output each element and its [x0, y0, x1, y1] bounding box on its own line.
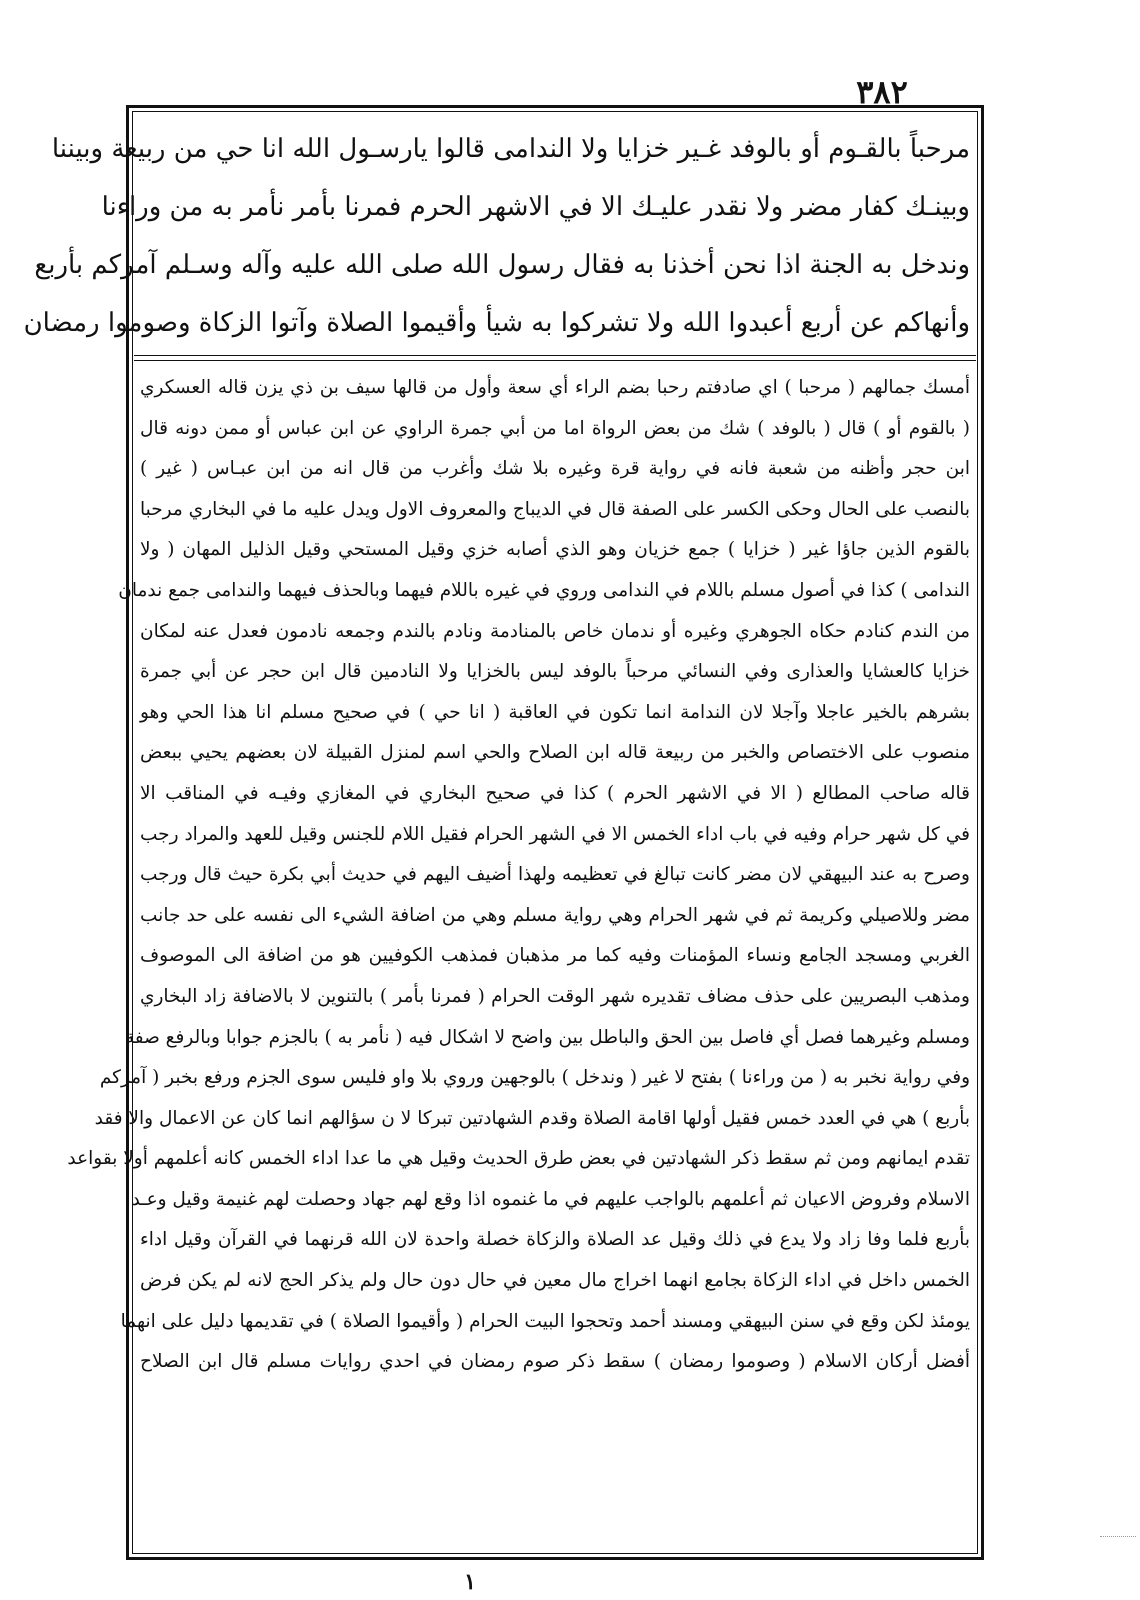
margin-dots	[1100, 1536, 1136, 1543]
commentary-line: ( بالقوم أو ) قال ( بالوفد ) شك من بعض الرواة اما من أبي جمرة الراوي عن ابن عباس أو ممن دونه قال	[140, 417, 970, 439]
commentary-line: يومئذ لكن وقع في سنن البيهقي ومسند أحمد وتحجوا البيت الحرام ( وأقيموا الصلاة ) في تقديمها دليل على انهما	[120, 1310, 970, 1332]
commentary-line: أفضل أركان الاسلام ( وصوموا رمضان ) سقط ذكر صوم رمضان في احدي روايات مسلم قال ابن الصلاح	[140, 1351, 970, 1373]
commentary-line: الندامى ) كذا في أصول مسلم باللام في الندامى وروي في غيره باللام فيهما وبالحذف فيهما والندامى جمع ندمان	[118, 579, 970, 601]
commentary-line: وصرح به عند البيهقي لان مضر كانت تبالغ في تعظيمه ولهذا أضيف اليهم في حديث أبي بكرة حيث قال ورجب	[140, 864, 970, 886]
commentary-line: خزايا كالعشايا والعذارى وفي النسائي مرحباً بالوفد ليس بالخزايا ولا النادمين قال ابن حجر عن أبي جمرة	[140, 661, 970, 683]
commentary-line: قاله صاحب المطالع ( الا في الاشهر الحرم ) كذا في صحيح البخاري في المغازي وفيـه في المناقب الا	[140, 782, 970, 804]
main-text-line: وأنهاكم عن أربع أعبدوا الله ولا تشركوا به شيأ وأقيموا الصلاة وآتوا الزكاة وصوموا رمضان	[23, 308, 970, 338]
footer-mark: ١	[464, 1569, 476, 1595]
commentary-line: بشرهم بالخير عاجلا وآجلا لان الندامة انما تكون في العاقبة ( انا حي ) في صحيح مسلم انا هذا الحي وهو	[140, 701, 970, 723]
commentary-block	[67, 368, 970, 1548]
commentary-line: بالنصب على الحال وحكى الكسر على الصفة قال في الديباج والمعروف الاول ويدل عليه ما في البخاري مرحبا	[140, 498, 970, 520]
main-text-line: وندخل به الجنة اذا نحن أخذنا به فقال رسول الله صلى الله عليه وآله وسـلم آمركم بأربع	[34, 250, 970, 280]
commentary-line: ومسلم وغيرهما فصل أي فاصل بين الحق والباطل بين واضح لا اشكال فيه ( نأمر به ) بالجزم جوابا وبالرفع صفة	[124, 1026, 970, 1048]
main-text-line: مرحباً بالقـوم أو بالوفد غـير خزايا ولا الندامى قالوا يارسـول الله انا حي من ربيعة وبيننا	[51, 134, 970, 164]
main-text-line: وبينـك كفار مضر ولا نقدر عليـك الا في الاشهر الحرم فمرنا بأمر نأمر به من وراءنا	[101, 192, 970, 222]
commentary-line: أمسك جمالهم ( مرحبا ) اي صادفتم رحبا بضم الراء أي سعة وأول من قالها سيف بن ذي يزن قاله العسكري	[140, 377, 970, 398]
commentary-line: ومذهب البصريين على حذف مضاف تقديره شهر الوقت الحرام ( فمرنا بأمر ) بالتنوين لا بالاضافة زاد البخاري	[140, 985, 970, 1007]
commentary-line: ابن حجر وأظنه من شعبة فانه في رواية قرة وغيره بلا شك وأغرب من قال انه من ابن عبـاس ( غير )	[140, 458, 970, 480]
commentary-line: بأربع ) هي في العدد خمس فقيل أولها اقامة الصلاة وقدم الشهادتين تبركا لا ن سؤالهم انما كان عن الاعمال والا فقد	[94, 1107, 970, 1129]
commentary-line: تقدم ايمانهم ومن ثم سقط ذكر الشهادتين في بعض طرق الحديث وقيل هي ما عدا اداء الخمس كانه أعلمهم أولا بقواعد	[67, 1148, 970, 1170]
commentary-line: بالقوم الذين جاؤا غير ( خزايا ) جمع خزيان وهو الذي أصابه خزي وقيل المستحي وقيل الذليل المهان ( ولا	[140, 539, 970, 561]
commentary-line: بأربع فلما وفا زاد ولا يدع في ذلك وقيل عد الصلاة والزكاة خصلة واحدة لان الله قرنهما في القرآن وقيل اداء	[140, 1229, 970, 1251]
section-divider	[134, 355, 976, 356]
page-number: ٣٨٢	[856, 73, 908, 111]
commentary-line: منصوب على الاختصاص والخبر من ربيعة قاله ابن الصلاح والحي اسم لمنزل القبيلة لان بعضهم يحيي ببعض	[140, 742, 970, 764]
commentary-line: وفي رواية نخبر به ( من وراءنا ) بفتح لا غير ( وندخل ) بالوجهين وروي بلا واو فليس سوى الجزم ورفع بخبر ( آمركم	[99, 1067, 970, 1089]
commentary-line: مضر وللاصيلي وكريمة ثم في شهر الحرام وهي رواية مسلم وهي من اضافة الشيء الى نفسه على حد جانب	[140, 904, 970, 926]
commentary-line: في كل شهر حرام وفيه في باب اداء الخمس الا في الشهر الحرام فقيل اللام للجنس وقيل للعهد والمراد رجب	[140, 823, 970, 845]
main-text-block	[23, 120, 970, 352]
commentary-line: الاسلام وفروض الاعيان ثم أعلمهم بالواجب عليهم في ما غنموه اذا وقع لهم جهاد وحصلت لهم غنيمة وقيل وعـد	[131, 1188, 970, 1210]
commentary-line: الغربي ومسجد الجامع ونساء المؤمنات وفيه كما مر مذهبان فمذهب الكوفيين هو من اضافة الى الموصوف	[140, 945, 970, 967]
commentary-line: من الندم كنادم حكاه الجوهري وغيره أو ندمان خاص بالمنادمة ونادم بالندم وجمعه نادمون فعدل عنه لمكان	[140, 620, 970, 642]
section-divider	[134, 360, 976, 361]
commentary-line: الخمس داخل في اداء الزكاة بجامع انهما اخراج مال معين في حال دون حال ولم يذكر الحج لانه لم يكن فرض	[140, 1270, 970, 1292]
